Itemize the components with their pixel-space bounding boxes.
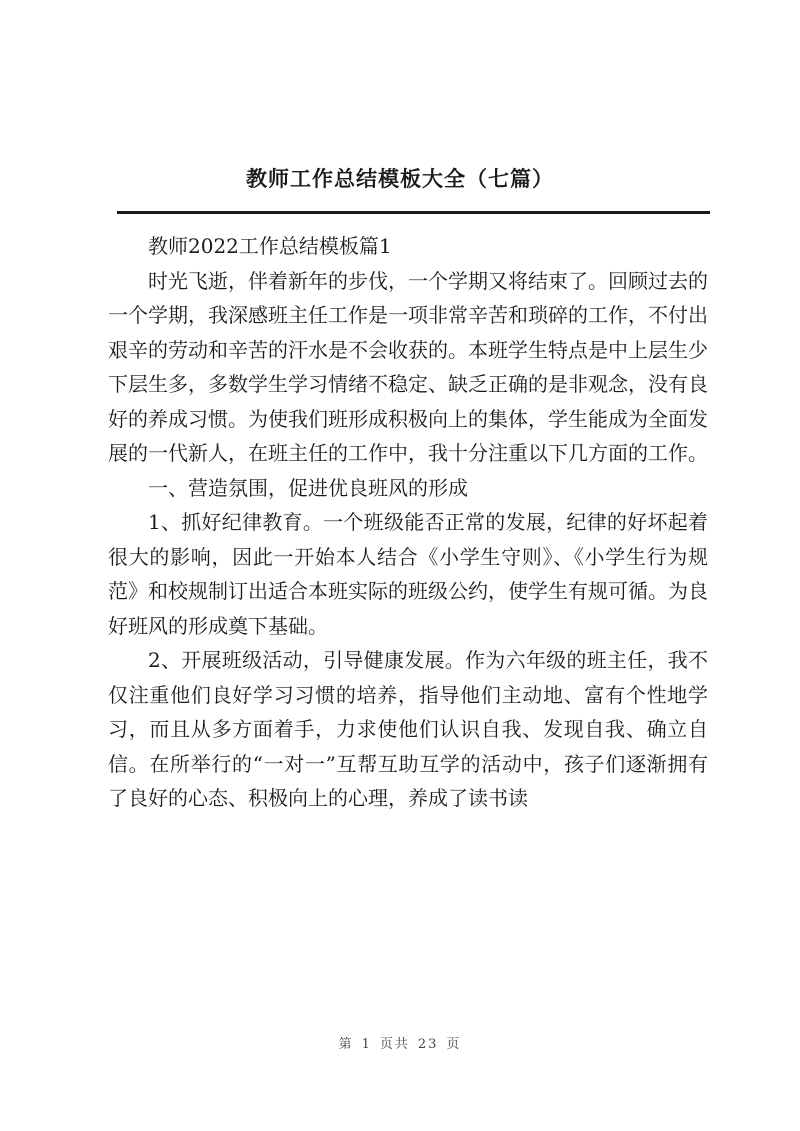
title-divider xyxy=(117,211,710,214)
footer-prefix: 第 xyxy=(338,1037,354,1052)
section-subheading: 一、营造氛围，促进优良班风的形成 xyxy=(148,475,468,500)
page-current: 1 xyxy=(361,1037,372,1052)
footer-middle: 页共 xyxy=(379,1037,410,1052)
paragraph: 2、开展班级活动，引导健康发展。作为六年级的班主任，我不仅注重他们良好学习习惯的培养，指导他们主动地、富有个性地学习，而且从多方面着手，力求使他们认识自我、发现自我、确立自信。在所举行的“一对一”互帮互助互学的活动中，孩子们逐渐拥有了良好的心态、积极向上的心理，养成了读书读 xyxy=(108,648,708,810)
page-total: 23 xyxy=(417,1037,439,1052)
document-body xyxy=(108,229,708,816)
section-heading: 教师2022工作总结模板篇1 xyxy=(148,234,392,258)
footer-suffix: 页 xyxy=(446,1037,462,1052)
paragraph: 1、抓好纪律教育。一个班级能否正常的发展，纪律的好坏起着很大的影响，因此一开始本人结合《小学生守则》、《小学生行为规范》和校规制订出适合本班实际的班级公约，使学生有规可循。为良好班风的形成奠下基础。 xyxy=(108,510,708,638)
document-title: 教师工作总结模板大全（七篇） xyxy=(246,166,554,191)
paragraph: 时光飞逝，伴着新年的步伐，一个学期又将结束了。回顾过去的一个学期，我深感班主任工作是一项非常辛苦和琐碎的工作，不付出艰辛的劳动和辛苦的汗水是不会收获的。本班学生特点是中上层生少下层生多，多数学生学习情绪不稳定、缺乏正确的是非观念，没有良好的养成习惯。为使我们班形成积极向上的集体，学生能成为全面发展的一代新人，在班主任的工作中，我十分注重以下几方面的工作。 xyxy=(108,268,708,465)
page-footer xyxy=(0,1033,800,1052)
